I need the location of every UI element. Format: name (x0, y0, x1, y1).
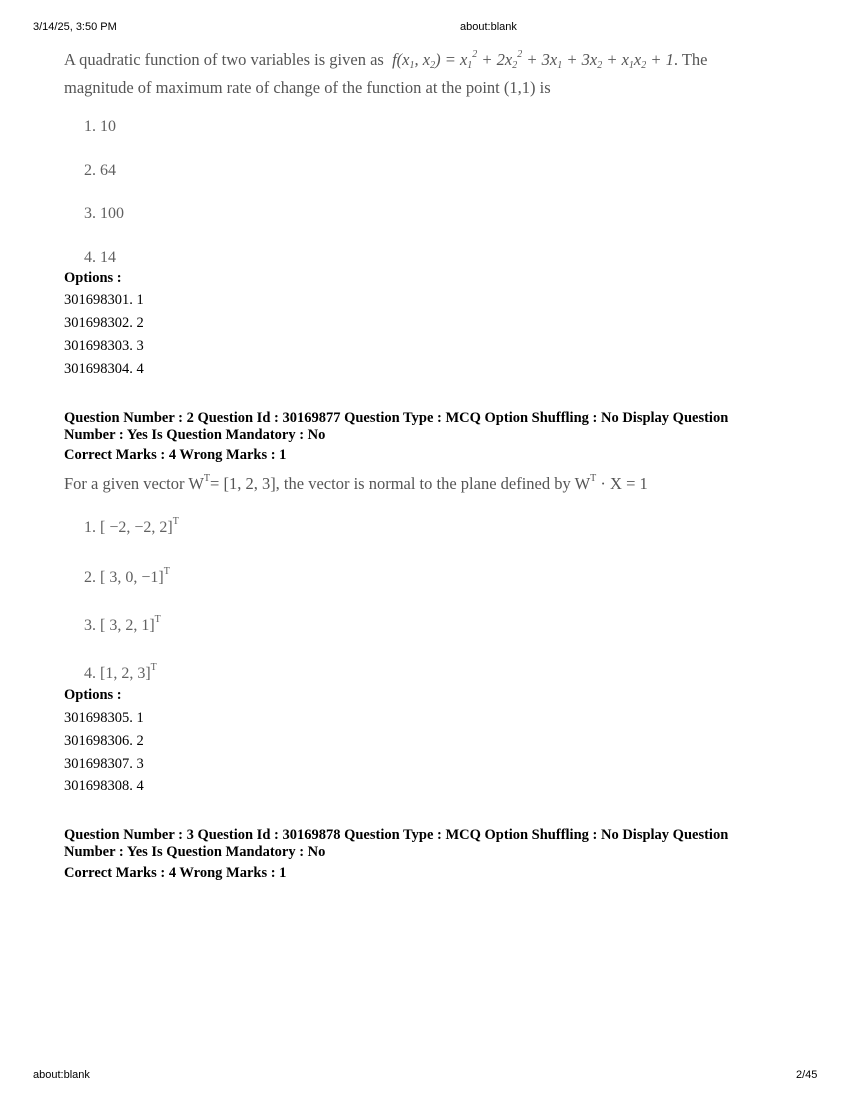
q3-meta-line1: Question Number : 3 Question Id : 30169878 Question Type : MCQ Option Shuffling : No Display Question (64, 827, 729, 843)
q1-stem-tail: . The (673, 50, 708, 69)
q2-image-option-3 (84, 614, 161, 635)
q2-image-option-1 (84, 516, 179, 537)
q2-marks: Correct Marks : 4 Wrong Marks : 1 (64, 447, 287, 463)
q1-image-option-3: 3. 100 (84, 205, 124, 222)
q2-stem (64, 473, 648, 494)
q2-option-3: 301698307. 3 (64, 756, 144, 772)
q1-option-4: 301698304. 4 (64, 361, 144, 377)
q2-option-1: 301698305. 1 (64, 710, 144, 726)
q2-image-option-2 (84, 566, 170, 587)
print-datetime: 3/14/25, 3:50 PM (33, 21, 117, 33)
q1-option-2: 301698302. 2 (64, 315, 144, 331)
q2-option-2: 301698306. 2 (64, 733, 144, 749)
q3-meta-line2: Number : Yes Is Question Mandatory : No (64, 844, 326, 860)
q2-image-option-4 (84, 662, 157, 683)
q2-image-option-3-sup: T (154, 614, 161, 625)
q2-options-label: Options : (64, 687, 122, 703)
q2-meta (64, 410, 784, 444)
q2-stem-c: · X = 1 (596, 474, 648, 493)
q2-option-4: 301698308. 4 (64, 778, 144, 794)
q2-image-option-3-text: 3. [ 3, 2, 1] (84, 617, 155, 634)
q2-stem-b: = [1, 2, 3], the vector is normal to the plane defined by W (210, 474, 591, 493)
q1-stem (64, 44, 824, 99)
print-title: about:blank (460, 21, 517, 33)
q2-image-option-4-text: 4. [1, 2, 3] (84, 665, 151, 682)
q2-transpose-2: T (590, 473, 597, 484)
q2-image-option-1-sup: T (172, 516, 179, 527)
q2-image-option-2-sup: T (163, 566, 170, 577)
q2-stem-a: For a given vector W (64, 474, 204, 493)
q3-meta (64, 827, 784, 861)
print-footer-url: about:blank (33, 1069, 90, 1081)
q2-meta-line1: Question Number : 2 Question Id : 30169877 Question Type : MCQ Option Shuffling : No Display Question (64, 410, 729, 426)
print-page-number: 2/45 (796, 1069, 818, 1081)
q1-option-3: 301698303. 3 (64, 338, 144, 354)
q1-image-option-4: 4. 14 (84, 249, 116, 266)
q3-marks: Correct Marks : 4 Wrong Marks : 1 (64, 865, 287, 881)
q1-image-option-2: 2. 64 (84, 162, 116, 179)
q2-transpose-1: T (203, 473, 211, 484)
q2-image-option-1-text: 1. [ −2, −2, 2] (84, 519, 173, 536)
q1-image-option-1: 1. 10 (84, 118, 116, 135)
q1-option-1: 301698301. 1 (64, 292, 144, 308)
q1-stem-line2: magnitude of maximum rate of change of the function at the point (1,1) is (64, 78, 551, 97)
q2-image-option-4-sup: T (150, 662, 157, 673)
q1-function-formula: $f(x_1$, $x_2) = x_1^2 + 2x_2^2 + 3x_1 + 3x_2 + x_1x_2 + 1$ (387, 49, 674, 71)
q2-image-option-2-text: 2. [ 3, 0, −1] (84, 569, 164, 586)
q2-meta-line2: Number : Yes Is Question Mandatory : No (64, 427, 326, 443)
q1-stem-text: A quadratic function of two variables is given as (64, 50, 384, 69)
q1-options-label: Options : (64, 270, 122, 286)
